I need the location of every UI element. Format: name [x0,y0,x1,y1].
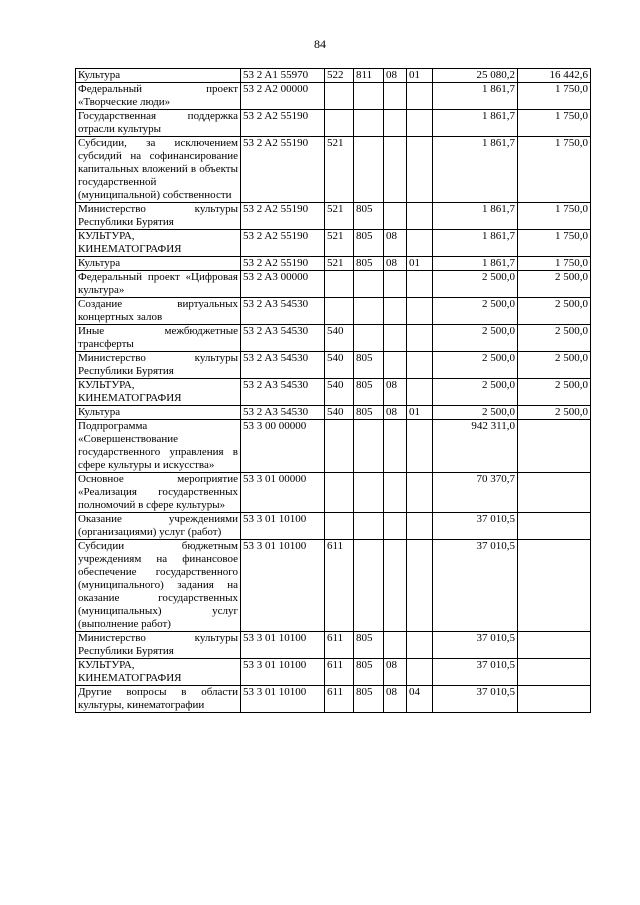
expense-type-cell: 611 [325,686,354,713]
amount-year-2-cell [518,686,591,713]
target-article-cell: 53 2 A1 55970 [241,69,325,83]
table-row [76,298,591,325]
amount-year-1-cell: 942 311,0 [433,420,518,473]
target-article-cell: 53 2 A2 55190 [241,257,325,271]
target-article-cell: 53 2 A2 55190 [241,203,325,230]
amount-year-1-cell: 37 010,5 [433,540,518,632]
expense-type-cell [325,83,354,110]
table-row [76,352,591,379]
subsection-cell [407,110,433,137]
amount-year-2-cell: 1 750,0 [518,230,591,257]
ministry-code-cell [354,513,384,540]
amount-year-2-cell: 16 442,6 [518,69,591,83]
ministry-code-cell [354,137,384,203]
budget-table [75,68,591,713]
table-row [76,69,591,83]
expense-type-cell [325,271,354,298]
amount-year-1-cell: 37 010,5 [433,632,518,659]
amount-year-2-cell: 2 500,0 [518,352,591,379]
ministry-code-cell [354,420,384,473]
amount-year-1-cell: 1 861,7 [433,83,518,110]
expense-type-cell [325,420,354,473]
amount-year-1-cell: 1 861,7 [433,257,518,271]
amount-year-1-cell: 2 500,0 [433,325,518,352]
section-cell [384,271,407,298]
item-name-cell: КУЛЬТУРА, КИНЕМАТОГРАФИЯ [76,659,241,686]
amount-year-2-cell [518,632,591,659]
amount-year-1-cell: 25 080,2 [433,69,518,83]
amount-year-1-cell: 37 010,5 [433,659,518,686]
section-cell: 08 [384,69,407,83]
ministry-code-cell [354,325,384,352]
ministry-code-cell: 811 [354,69,384,83]
ministry-code-cell: 805 [354,230,384,257]
table-row [76,513,591,540]
ministry-code-cell: 805 [354,352,384,379]
ministry-code-cell [354,110,384,137]
target-article-cell: 53 3 00 00000 [241,420,325,473]
amount-year-2-cell [518,513,591,540]
table-row [76,379,591,406]
subsection-cell [407,271,433,298]
item-name-cell: Культура [76,257,241,271]
table-row [76,659,591,686]
item-name-cell: Субсидии, за исключением субсидий на софинансирование капитальных вложений в объекты государственной (муниципальной) собственности [76,137,241,203]
table-row [76,473,591,513]
subsection-cell: 04 [407,686,433,713]
expense-type-cell: 540 [325,406,354,420]
amount-year-2-cell: 2 500,0 [518,379,591,406]
subsection-cell [407,325,433,352]
subsection-cell [407,230,433,257]
table-row [76,271,591,298]
amount-year-2-cell: 2 500,0 [518,406,591,420]
subsection-cell [407,298,433,325]
target-article-cell: 53 3 01 10100 [241,659,325,686]
target-article-cell: 53 3 01 10100 [241,513,325,540]
section-cell: 08 [384,686,407,713]
amount-year-2-cell: 2 500,0 [518,271,591,298]
amount-year-2-cell [518,420,591,473]
target-article-cell: 53 3 01 10100 [241,632,325,659]
expense-type-cell: 611 [325,540,354,632]
item-name-cell: Министерство культуры Республики Бурятия [76,632,241,659]
amount-year-1-cell: 70 370,7 [433,473,518,513]
item-name-cell: Министерство культуры Республики Бурятия [76,203,241,230]
subsection-cell [407,83,433,110]
table-row [76,632,591,659]
target-article-cell: 53 3 01 10100 [241,540,325,632]
amount-year-2-cell [518,473,591,513]
item-name-cell: Другие вопросы в области культуры, кинематографии [76,686,241,713]
amount-year-2-cell: 1 750,0 [518,257,591,271]
target-article-cell: 53 2 A3 54530 [241,298,325,325]
amount-year-1-cell: 2 500,0 [433,352,518,379]
item-name-cell: Культура [76,406,241,420]
target-article-cell: 53 3 01 10100 [241,686,325,713]
item-name-cell: Федеральный проект «Цифровая культура» [76,271,241,298]
table-row [76,406,591,420]
expense-type-cell [325,473,354,513]
target-article-cell: 53 2 A3 54530 [241,379,325,406]
amount-year-2-cell: 1 750,0 [518,137,591,203]
amount-year-2-cell: 1 750,0 [518,110,591,137]
subsection-cell [407,513,433,540]
item-name-cell: Федеральный проект «Творческие люди» [76,83,241,110]
target-article-cell: 53 2 A2 00000 [241,83,325,110]
subsection-cell [407,352,433,379]
table-row [76,137,591,203]
amount-year-2-cell [518,540,591,632]
section-cell [384,203,407,230]
table-row [76,203,591,230]
ministry-code-cell [354,298,384,325]
section-cell: 08 [384,406,407,420]
subsection-cell: 01 [407,69,433,83]
expense-type-cell: 540 [325,352,354,379]
table-row [76,110,591,137]
ministry-code-cell [354,83,384,110]
amount-year-1-cell: 1 861,7 [433,137,518,203]
target-article-cell: 53 2 A3 54530 [241,352,325,379]
subsection-cell [407,632,433,659]
amount-year-2-cell: 1 750,0 [518,203,591,230]
table-row [76,420,591,473]
amount-year-1-cell: 2 500,0 [433,298,518,325]
ministry-code-cell [354,540,384,632]
amount-year-2-cell [518,659,591,686]
subsection-cell: 01 [407,257,433,271]
item-name-cell: Государственная поддержка отрасли культуры [76,110,241,137]
section-cell [384,325,407,352]
section-cell [384,632,407,659]
expense-type-cell: 522 [325,69,354,83]
section-cell [384,110,407,137]
ministry-code-cell: 805 [354,632,384,659]
item-name-cell: Основное мероприятие «Реализация государственных полномочий в сфере культуры» [76,473,241,513]
amount-year-1-cell: 37 010,5 [433,513,518,540]
expense-type-cell: 521 [325,230,354,257]
ministry-code-cell: 805 [354,686,384,713]
section-cell [384,513,407,540]
page-number: 84 [314,37,326,51]
amount-year-1-cell: 37 010,5 [433,686,518,713]
subsection-cell [407,420,433,473]
amount-year-1-cell: 2 500,0 [433,271,518,298]
item-name-cell: Культура [76,69,241,83]
table-row [76,230,591,257]
expense-type-cell: 540 [325,325,354,352]
ministry-code-cell [354,271,384,298]
section-cell: 08 [384,257,407,271]
target-article-cell: 53 2 A2 55190 [241,110,325,137]
subsection-cell [407,379,433,406]
ministry-code-cell: 805 [354,257,384,271]
table-row [76,325,591,352]
amount-year-1-cell: 1 861,7 [433,110,518,137]
subsection-cell [407,203,433,230]
amount-year-1-cell: 1 861,7 [433,230,518,257]
amount-year-2-cell: 1 750,0 [518,83,591,110]
table-row [76,540,591,632]
item-name-cell: Министерство культуры Республики Бурятия [76,352,241,379]
expense-type-cell: 611 [325,632,354,659]
amount-year-2-cell: 2 500,0 [518,325,591,352]
section-cell [384,473,407,513]
target-article-cell: 53 2 A2 55190 [241,230,325,257]
amount-year-2-cell: 2 500,0 [518,298,591,325]
item-name-cell: Субсидии бюджетным учреждениям на финансовое обеспечение государственного (муниципального) задания на оказание государственных (муниципальных) услуг (выполнение работ) [76,540,241,632]
amount-year-1-cell: 2 500,0 [433,379,518,406]
subsection-cell [407,137,433,203]
ministry-code-cell: 805 [354,203,384,230]
section-cell [384,137,407,203]
expense-type-cell: 540 [325,379,354,406]
expense-type-cell: 521 [325,137,354,203]
target-article-cell: 53 2 A3 54530 [241,325,325,352]
expense-type-cell [325,298,354,325]
section-cell: 08 [384,659,407,686]
section-cell [384,420,407,473]
target-article-cell: 53 2 A3 00000 [241,271,325,298]
ministry-code-cell [354,473,384,513]
ministry-code-cell: 805 [354,379,384,406]
table-row [76,257,591,271]
section-cell [384,540,407,632]
ministry-code-cell: 805 [354,406,384,420]
expense-type-cell [325,513,354,540]
subsection-cell [407,659,433,686]
section-cell: 08 [384,379,407,406]
subsection-cell: 01 [407,406,433,420]
target-article-cell: 53 2 A2 55190 [241,137,325,203]
item-name-cell: КУЛЬТУРА, КИНЕМАТОГРАФИЯ [76,230,241,257]
section-cell [384,83,407,110]
section-cell [384,298,407,325]
item-name-cell: Оказание учреждениями (организациями) услуг (работ) [76,513,241,540]
amount-year-1-cell: 2 500,0 [433,406,518,420]
ministry-code-cell: 805 [354,659,384,686]
item-name-cell: Подпрограмма «Совершенствование государственного управления в сфере культуры и искусства» [76,420,241,473]
target-article-cell: 53 2 A3 54530 [241,406,325,420]
table-row [76,686,591,713]
expense-type-cell: 611 [325,659,354,686]
item-name-cell: Иные межбюджетные трансферты [76,325,241,352]
target-article-cell: 53 3 01 00000 [241,473,325,513]
expense-type-cell: 521 [325,203,354,230]
expense-type-cell [325,110,354,137]
section-cell [384,352,407,379]
subsection-cell [407,473,433,513]
expense-type-cell: 521 [325,257,354,271]
subsection-cell [407,540,433,632]
table-row [76,83,591,110]
section-cell: 08 [384,230,407,257]
amount-year-1-cell: 1 861,7 [433,203,518,230]
item-name-cell: Создание виртуальных концертных залов [76,298,241,325]
item-name-cell: КУЛЬТУРА, КИНЕМАТОГРАФИЯ [76,379,241,406]
